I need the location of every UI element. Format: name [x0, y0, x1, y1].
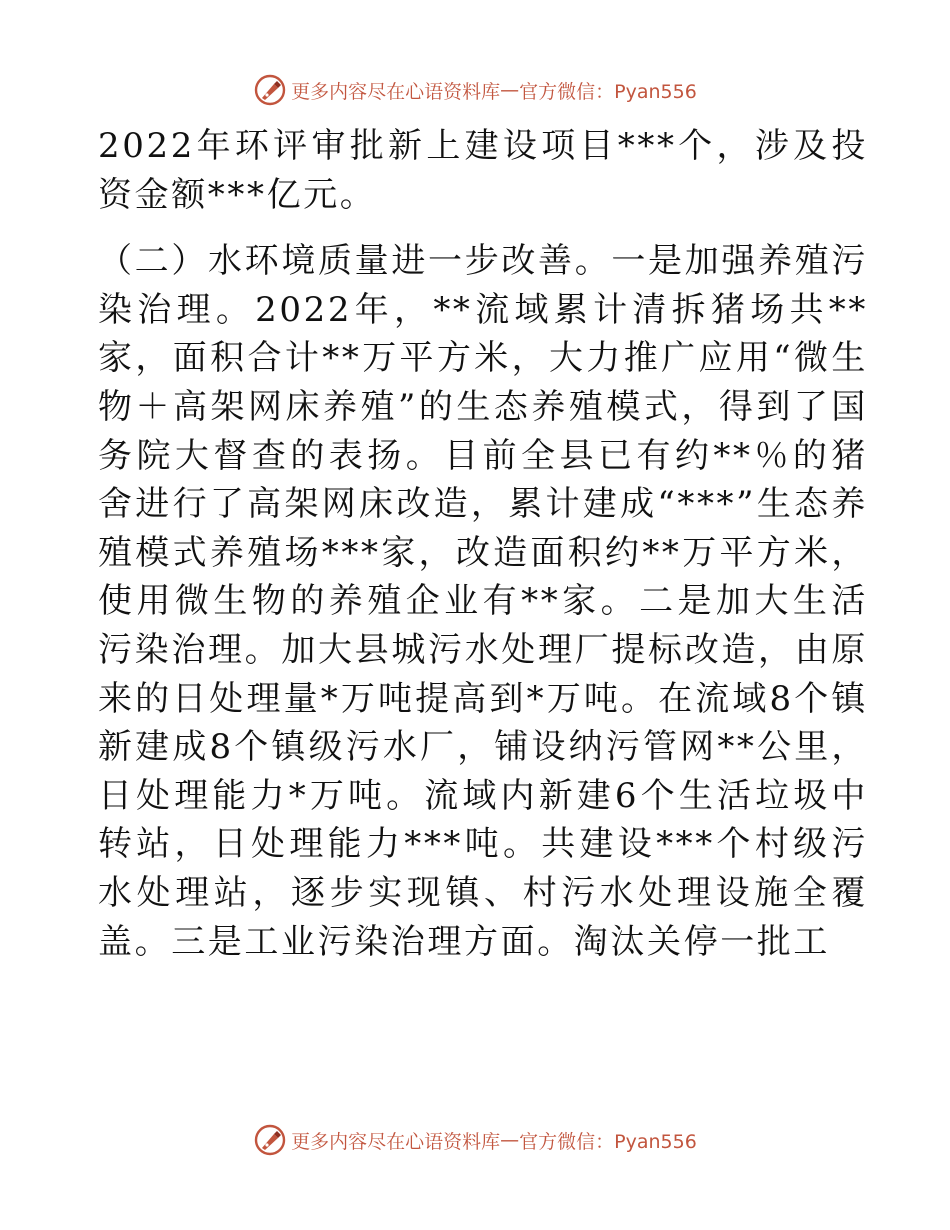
- watermark-separator: —: [500, 79, 520, 101]
- watermark-separator: —: [500, 1129, 520, 1151]
- paragraph-2: （二）水环境质量进一步改善。一是加强养殖污染治理。2022年，**流域累计清拆猪场共**家，面积合计**万平方米，大力推广应用“微生物＋高架网床养殖”的生态养殖模式，得到了国务院大督查的表扬。目前全县已有约**％的猪舍进行了高架网床改造，累计建成“***”生态养殖模式养殖场***家，改造面积约**万平方米，使用微生物的养殖企业有**家。二是加大生活污染治理。加大县城污水处理厂提标改造，由原来的日处理量*万吨提高到*万吨。在流域8个镇新建成8个镇级污水厂，铺设纳污管网**公里，日处理能力*万吨。流域内新建6个生活垃圾中转站，日处理能力***吨。共建设***个村级污水处理站，逐步实现镇、村污水处理设施全覆盖。三是工业污染治理方面。淘汰关停一批工: [98, 241, 868, 962]
- document-body: [98, 122, 868, 966]
- footer-watermark: [0, 1120, 950, 1160]
- watermark-brand: 更多内容尽在心语资料库: [291, 80, 501, 103]
- header-watermark: [0, 70, 950, 110]
- watermark-brand: 更多内容尽在心语资料库: [291, 1130, 501, 1153]
- pen-nib-circle-icon: [253, 73, 287, 107]
- watermark-official: 官方微信：Pyan556: [519, 1130, 697, 1153]
- paragraph-1: 2022年环评审批新上建设项目***个，涉及投资金额***亿元。: [98, 126, 868, 215]
- pen-nib-circle-icon: [253, 1123, 287, 1157]
- watermark-official: 官方微信：Pyan556: [519, 80, 697, 103]
